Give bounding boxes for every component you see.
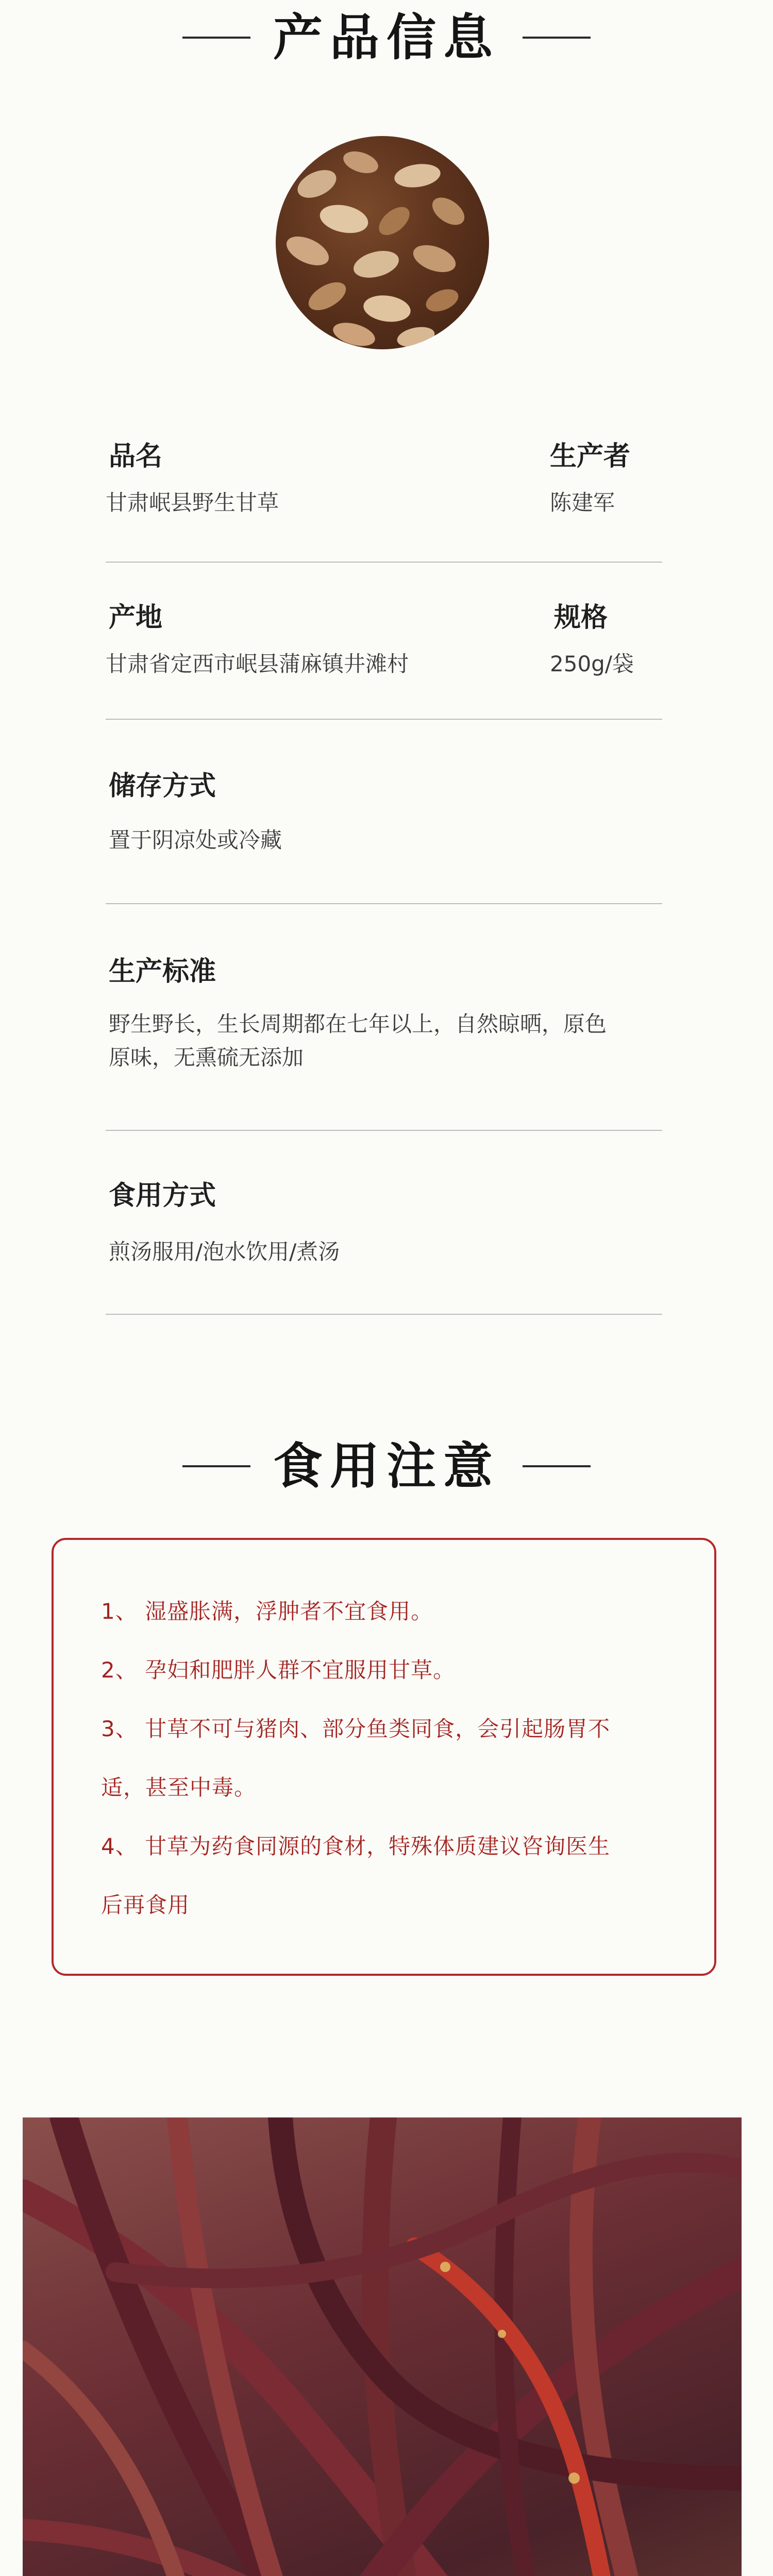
producer-value: 陈建军 — [550, 490, 615, 515]
section-title-product-info — [0, 9, 773, 66]
licorice-slice — [330, 318, 378, 349]
title-left-line — [182, 37, 250, 39]
title-right-line — [523, 37, 591, 39]
licorice-roots-illustration — [23, 2117, 742, 2576]
notice-line-2: 2、 孕妇和肥胖人群不宜服用甘草。 — [101, 1657, 456, 1683]
licorice-slice — [350, 246, 401, 282]
name-label: 品名 — [109, 441, 163, 472]
licorice-slice — [423, 285, 461, 316]
licorice-slice — [304, 277, 350, 316]
spec-value: 250g/袋 — [550, 651, 634, 676]
spec-label: 规格 — [554, 602, 608, 633]
licorice-slice — [393, 161, 442, 190]
storage-label: 储存方式 — [109, 771, 216, 802]
divider — [106, 719, 662, 720]
title-left-line — [182, 1465, 250, 1467]
licorice-slice — [293, 164, 341, 203]
origin-value: 甘肃省定西市岷县蒲麻镇井滩村 — [106, 651, 409, 676]
standard-value-line2: 原味，无熏硫无添加 — [109, 1045, 304, 1070]
notice-line-6: 后再食用 — [101, 1892, 190, 1918]
section-title-usage-notice — [0, 1437, 773, 1495]
standard-label: 生产标准 — [109, 956, 216, 987]
notice-line-4: 适，甚至中毒。 — [101, 1775, 257, 1800]
licorice-slice — [374, 201, 414, 241]
divider — [106, 1314, 662, 1315]
origin-label: 产地 — [109, 602, 163, 633]
notice-line-5: 4、 甘草为药食同源的食材，特殊体质建议咨询医生 — [101, 1834, 611, 1859]
usage-value: 煎汤服用/泡水饮用/煮汤 — [109, 1239, 340, 1264]
divider — [106, 903, 662, 904]
licorice-slice — [317, 201, 371, 238]
divider — [106, 1130, 662, 1131]
usage-notice-box — [52, 1538, 716, 1976]
producer-label: 生产者 — [550, 441, 631, 472]
licorice-slice — [282, 231, 333, 272]
standard-value-line1: 野生野长，生长周期都在七年以上，自然晾晒，原色 — [109, 1011, 607, 1037]
licorice-slice — [395, 324, 436, 349]
usage-notice-title: 食用注意 — [273, 1437, 500, 1495]
notice-line-1: 1、 湿盛胀满，浮肿者不宜食用。 — [101, 1599, 433, 1624]
licorice-slice — [341, 147, 381, 177]
licorice-slice — [427, 192, 469, 231]
divider — [106, 562, 662, 563]
storage-value: 置于阴凉处或冷藏 — [109, 827, 282, 853]
licorice-slice — [362, 293, 412, 325]
licorice-slice — [410, 240, 460, 278]
notice-line-3: 3、 甘草不可与猪肉、部分鱼类同食，会引起肠胃不 — [101, 1716, 611, 1741]
product-info-title: 产品信息 — [273, 9, 500, 66]
licorice-slices-image — [276, 136, 489, 349]
licorice-roots-photo — [23, 2117, 742, 2576]
title-right-line — [523, 1465, 591, 1467]
name-value: 甘肃岷县野生甘草 — [106, 490, 279, 515]
usage-label: 食用方式 — [109, 1180, 216, 1211]
